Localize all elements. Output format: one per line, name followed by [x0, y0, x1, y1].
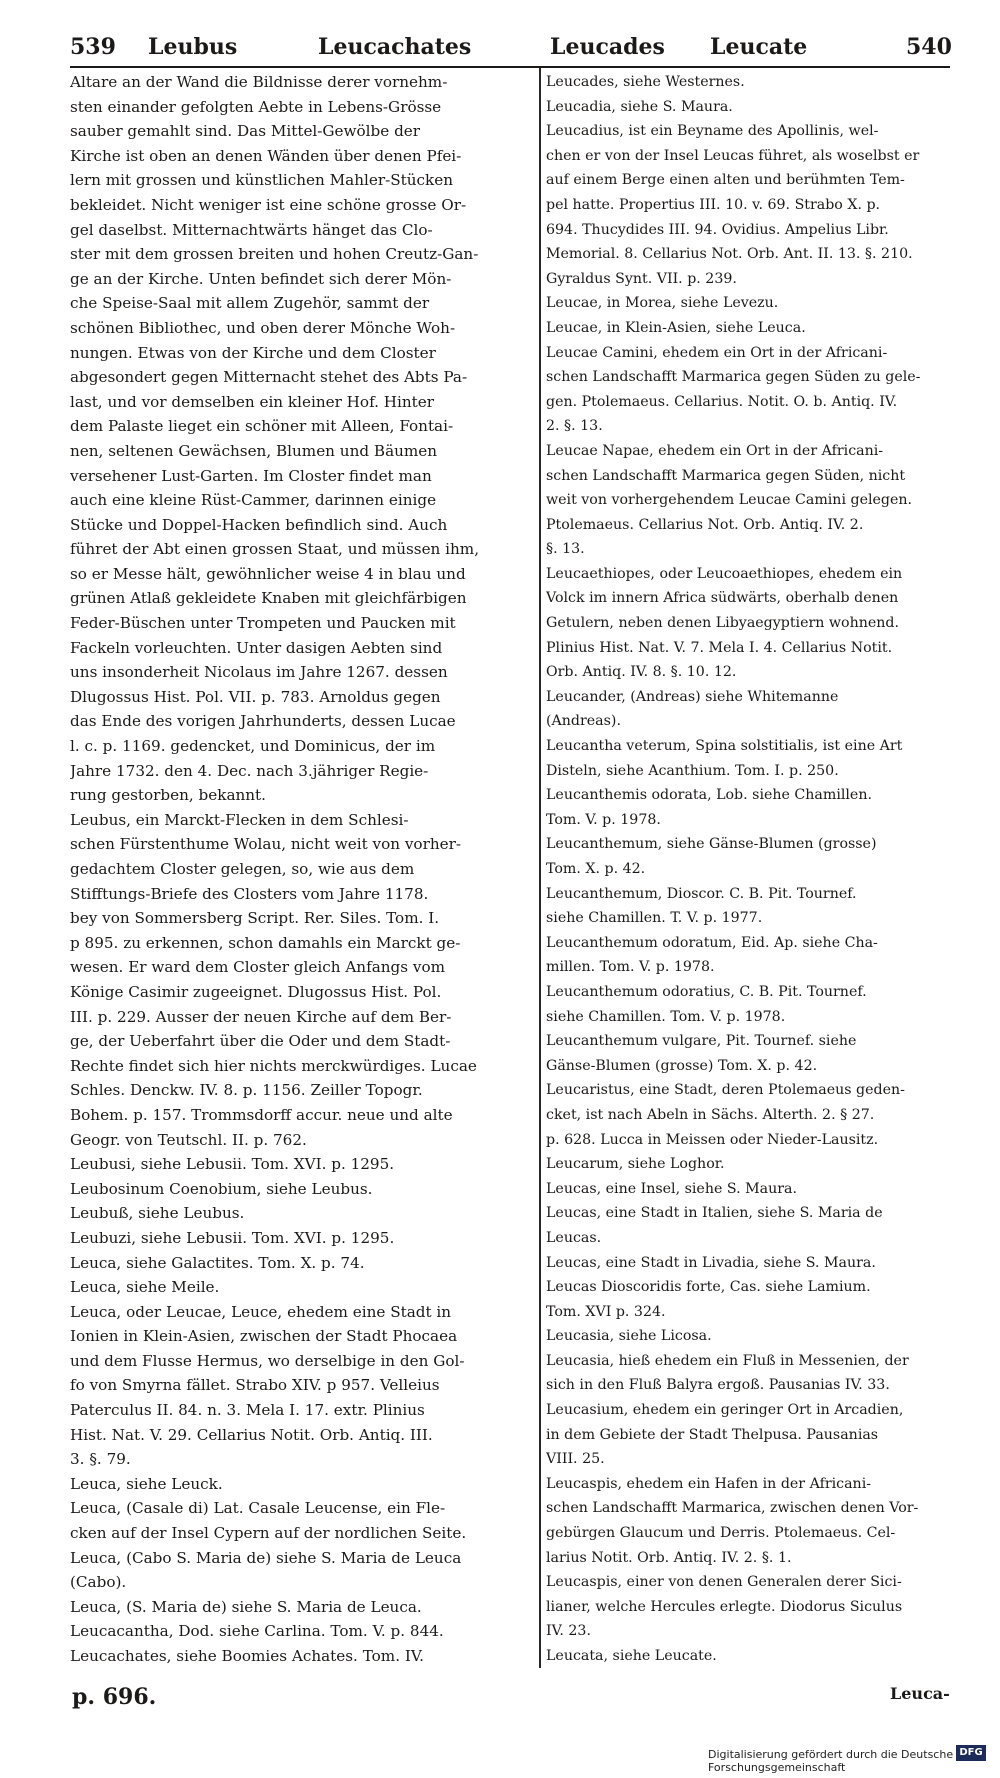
text-line: Kirche ist oben an denen Wänden über denen Pfei- [70, 146, 462, 165]
text-line: Leucasium, ehedem ein geringer Ort in Arcadien, [546, 1402, 904, 1419]
text-line: pel hatte. Propertius III. 10. v. 69. Strabo X. p. [546, 196, 881, 213]
footer-page-reference: p. 696. [72, 1684, 157, 1710]
text-line: lern mit grossen und künstlichen Mahler-Stücken [70, 171, 453, 190]
text-line: Ionien in Klein-Asien, zwischen der Stadt Phocaea [70, 1327, 458, 1346]
text-line: Leucas, eine Insel, siehe S. Maura. [546, 1180, 797, 1197]
text-line: schönen Bibliothec, und oben derer Mönche Woh- [70, 318, 456, 337]
text-line: ster mit dem grossen breiten und hohen Creutz-Gan- [70, 245, 479, 264]
text-line: cket, ist nach Abeln in Sächs. Alterth. 2. § 27. [546, 1106, 875, 1123]
text-line: sten einander gefolgten Aebte in Lebens-Grösse [70, 97, 442, 116]
text-line: 694. Thucydides III. 94. Ovidius. Ampelius Libr. [546, 221, 889, 238]
text-line: schen Fürstenthume Wolau, nicht weit von vorher- [70, 835, 461, 854]
header-word-leucachates: Leucachates [318, 34, 472, 60]
footer-catchword: Leuca- [890, 1684, 950, 1703]
text-line: nungen. Etwas von der Kirche und dem Closter [70, 343, 436, 362]
text-line: Jahre 1732. den 4. Dec. nach 3.jähriger Regie- [70, 761, 429, 780]
text-line: ge an der Kirche. Unten befindet sich derer Mön- [70, 269, 452, 288]
text-line: Leucae, in Morea, siehe Levezu. [546, 295, 779, 312]
text-line: fo von Smyrna fället. Strabo XIV. p 957. Velleius [70, 1376, 440, 1395]
text-line: Leucas Dioscoridis forte, Cas. siehe Lamium. [546, 1279, 871, 1296]
text-line: last, und vor demselben ein kleiner Hof. Hinter [70, 392, 435, 411]
text-line: Schles. Denckw. IV. 8. p. 1156. Zeiller Topogr. [70, 1081, 423, 1100]
text-line: siehe Chamillen. Tom. V. p. 1978. [546, 1008, 786, 1025]
text-line: Leucae Camini, ehedem ein Ort in der Africani- [546, 344, 888, 361]
text-line: siehe Chamillen. T. V. p. 1977. [546, 910, 763, 927]
text-line: §. 13. [546, 541, 585, 558]
text-line: Leucaspis, einer von denen Generalen derer Sici- [546, 1574, 902, 1591]
text-line: Tom. X. p. 42. [546, 861, 646, 877]
text-line: (Cabo). [70, 1573, 127, 1592]
text-line: versehener Lust-Garten. Im Closter findet man [70, 466, 432, 485]
text-line: Leuca, siehe Leuck. [70, 1474, 223, 1493]
text-line: Leucaethiopes, oder Leucoaethiopes, ehedem ein [546, 565, 903, 582]
text-line: Leucander, (Andreas) siehe Whitemanne [546, 688, 839, 705]
text-line: Leucasia, siehe Licosa. [546, 1328, 712, 1345]
text-line: Leucanthemum odoratum, Eid. Ap. siehe Cha- [546, 934, 878, 951]
text-line: Dlugossus Hist. Pol. VII. p. 783. Arnoldus gegen [70, 687, 441, 706]
text-line: Leucachates, siehe Boomies Achates. Tom. IV. [70, 1647, 424, 1665]
text-line: gen. Ptolemaeus. Cellarius. Notit. O. b. Antiq. IV. [546, 393, 898, 410]
text-line: Memorial. 8. Cellarius Not. Orb. Ant. II. 13. §. 210. [546, 246, 913, 263]
text-line: Feder-Büschen unter Trompeten und Paucken mit [70, 614, 456, 633]
text-line: weit von vorhergehendem Leucae Camini gelegen. [546, 492, 913, 509]
text-line: Leuca, siehe Galactites. Tom. X. p. 74. [70, 1253, 365, 1272]
text-line: Paterculus II. 84. n. 3. Mela I. 17. extr. Plinius [70, 1401, 425, 1420]
text-line: Leuca, (Cabo S. Maria de) siehe S. Maria de Leuca [70, 1548, 462, 1567]
text-line: (Andreas). [546, 713, 621, 730]
text-line: Getulern, neben denen Libyaegyptiern wohnend. [546, 615, 899, 632]
text-line: Gyraldus Synt. VII. p. 239. [546, 270, 737, 287]
dfg-logo [956, 1745, 986, 1761]
text-line: che Speise-Saal mit allem Zugehör, sammt der [70, 294, 430, 313]
text-line: lianer, welche Hercules erlegte. Diodorus Siculus [546, 1598, 903, 1615]
text-line: Leubus, ein Marckt-Flecken in dem Schlesi- [70, 810, 409, 829]
text-line: Leucaspis, ehedem ein Hafen in der Africani- [546, 1475, 872, 1492]
text-line: Tom. XVI p. 324. [546, 1303, 666, 1320]
text-line: Ptolemaeus. Cellarius Not. Orb. Antiq. IV. 2. [546, 516, 864, 533]
text-line: millen. Tom. V. p. 1978. [546, 959, 715, 976]
column-divider [539, 68, 541, 1668]
text-line: gedachtem Closter gelegen, so, wie aus dem [70, 860, 415, 878]
text-line: Leucas, eine Stadt in Italien, siehe S. Maria de [546, 1205, 883, 1222]
text-line: Leucanthemis odorata, Lob. siehe Chamillen. [546, 787, 872, 804]
text-line: Leucadia, siehe S. Maura. [546, 98, 733, 115]
text-line: Leucae Napae, ehedem ein Ort in der Africani- [546, 442, 884, 459]
text-line: sauber gemahlt sind. Das Mittel-Gewölbe der [70, 122, 421, 141]
text-line: ge, der Ueberfahrt über die Oder und dem Stadt- [70, 1032, 451, 1051]
text-line: Leuca, (Casale di) Lat. Casale Leucense, ein Fle- [70, 1499, 446, 1518]
text-line: schen Landschafft Marmarica, zwischen denen Vor- [546, 1500, 919, 1517]
text-line: Leucanthemum, siehe Gänse-Blumen (grosse) [546, 836, 877, 853]
running-header [70, 30, 950, 64]
page-number-left: 539 [70, 34, 116, 60]
text-line: sich in den Fluß Balyra ergoß. Pausanias IV. 33. [546, 1377, 890, 1394]
text-line: abgesondert gegen Mitternacht stehet des Abts Pa- [70, 368, 468, 387]
text-line: Gänse-Blumen (grosse) Tom. X. p. 42. [546, 1057, 818, 1074]
text-line: larius Notit. Orb. Antiq. IV. 2. §. 1. [546, 1549, 792, 1566]
text-line: Leucata, siehe Leucate. [546, 1648, 717, 1664]
text-line: Leucasia, hieß ehedem ein Fluß in Messenien, der [546, 1352, 909, 1369]
text-line: Stücke und Doppel-Hacken befindlich sind. Auch [70, 515, 448, 534]
header-rule [70, 66, 950, 68]
text-line: Altare an der Wand die Bildnisse derer vornehm- [70, 73, 448, 91]
text-line: Leubosinum Coenobium, siehe Leubus. [70, 1179, 373, 1198]
text-line: Volck im innern Africa südwärts, oberhalb denen [546, 590, 899, 607]
text-line: Leucades, siehe Westernes. [546, 74, 745, 90]
text-line: gebürgen Glaucum und Derris. Ptolemaeus. Cel- [546, 1525, 896, 1542]
text-line: IV. 23. [546, 1623, 591, 1640]
text-line: Leucaristus, eine Stadt, deren Ptolemaeus geden- [546, 1082, 905, 1099]
text-line: auch eine kleine Rüst-Cammer, darinnen einige [70, 491, 437, 510]
text-line: Leuca, siehe Meile. [70, 1278, 220, 1297]
text-line: p. 628. Lucca in Meissen oder Nieder-Lausitz. [546, 1131, 879, 1148]
text-line: dem Palaste lieget ein schöner mit Alleen, Fontai- [70, 417, 454, 436]
text-line: Leucanthemum vulgare, Pit. Tournef. siehe [546, 1033, 857, 1050]
text-line: VIII. 25. [546, 1451, 605, 1468]
text-line: chen er von der Insel Leucas führet, als woselbst er [546, 147, 920, 164]
text-line: uns insonderheit Nicolaus im Jahre 1267. dessen [70, 663, 448, 682]
text-line: Leubuzi, siehe Lebusii. Tom. XVI. p. 1295. [70, 1228, 395, 1247]
text-line: Leucanthemum, Dioscor. C. B. Pit. Tournef. [546, 885, 857, 902]
text-line: Disteln, siehe Acanthium. Tom. I. p. 250. [546, 762, 839, 779]
text-line: Geogr. von Teutschl. II. p. 762. [70, 1130, 307, 1149]
header-word-leucate: Leucate [710, 34, 808, 60]
text-line: Leubusi, siehe Lebusii. Tom. XVI. p. 1295. [70, 1155, 395, 1174]
text-line: nen, seltenen Gewächsen, Blumen und Bäumen [70, 441, 438, 460]
text-line: schen Landschafft Marmarica gegen Süden zu gele- [546, 369, 921, 386]
text-line: das Ende des vorigen Jahrhunderts, dessen Lucae [70, 712, 456, 731]
text-line: Leucae, in Klein-Asien, siehe Leuca. [546, 319, 806, 336]
digitization-notice: Digitalisierung gefördert durch die Deutsche Forschungsgemeinschaft [708, 1748, 954, 1774]
text-line: Leucacantha, Dod. siehe Carlina. Tom. V. p. 844. [70, 1622, 444, 1641]
text-line: 2. §. 13. [546, 418, 603, 435]
text-line: Tom. V. p. 1978. [546, 811, 661, 828]
right-column [546, 70, 948, 1670]
text-line: bekleidet. Nicht weniger ist eine schöne grosse Or- [70, 195, 467, 214]
text-line: in dem Gebiete der Stadt Thelpusa. Pausanias [546, 1426, 879, 1443]
text-line: schen Landschafft Marmarica gegen Süden, nicht [546, 467, 906, 484]
text-line: so er Messe hält, gewöhnlicher weise 4 in blau und [70, 564, 466, 583]
text-line: Rechte findet sich hier nichts merckwürdiges. Lucae [70, 1056, 477, 1075]
text-line: Leucas. [546, 1229, 602, 1246]
text-line: Orb. Antiq. IV. 8. §. 10. 12. [546, 664, 737, 681]
text-line: Leucadius, ist ein Beyname des Apollinis, wel- [546, 123, 879, 140]
text-line: Leucantha veterum, Spina solstitialis, ist eine Art [546, 738, 903, 755]
text-line: Leubuß, siehe Leubus. [70, 1204, 245, 1223]
text-line: Stifftungs-Briefe des Closters vom Jahre 1178. [70, 884, 429, 903]
text-line: Leuca, (S. Maria de) siehe S. Maria de Leuca. [70, 1597, 422, 1616]
text-line: cken auf der Insel Cypern auf der nordlichen Seite. [70, 1524, 467, 1543]
text-line: Hist. Nat. V. 29. Cellarius Notit. Orb. Antiq. III. [70, 1425, 433, 1444]
dfg-logo-text: DFG [959, 1747, 983, 1758]
text-line: 3. §. 79. [70, 1450, 131, 1469]
text-line: und dem Flusse Hermus, wo derselbige in den Gol- [70, 1351, 465, 1370]
text-line: führet der Abt einen grossen Staat, und müssen ihm, [70, 540, 480, 559]
page-number-right: 540 [906, 34, 952, 60]
text-line: Fackeln vorleuchten. Unter dasigen Aebten sind [70, 638, 443, 657]
text-line: Könige Casimir zugeeignet. Dlugossus Hist. Pol. [70, 982, 442, 1001]
text-line: gel daselbst. Mitternachtwärts hänget das Clo- [70, 220, 433, 239]
text-line: Bohem. p. 157. Trommsdorff accur. neue und alte [70, 1105, 453, 1124]
text-line: Plinius Hist. Nat. V. 7. Mela I. 4. Cellarius Notit. [546, 639, 893, 656]
text-line: Leucanthemum odoratius, C. B. Pit. Tournef. [546, 983, 867, 1000]
text-line: rung gestorben, bekannt. [70, 786, 266, 805]
left-column [70, 70, 534, 1680]
text-line: bey von Sommersberg Script. Rer. Siles. Tom. I. [70, 909, 440, 928]
text-line: Leuca, oder Leucae, Leuce, ehedem eine Stadt in [70, 1302, 452, 1321]
text-line: auf einem Berge einen alten und berühmten Tem- [546, 172, 905, 189]
text-line: Leucarum, siehe Loghor. [546, 1156, 725, 1173]
text-line: Leucas, eine Stadt in Livadia, siehe S. Maura. [546, 1254, 876, 1271]
header-word-leubus: Leubus [148, 34, 238, 60]
text-line: wesen. Er ward dem Closter gleich Anfangs vom [70, 958, 445, 977]
text-line: l. c. p. 1169. gedencket, und Dominicus, der im [70, 737, 436, 756]
text-line: III. p. 229. Ausser der neuen Kirche auf dem Ber- [70, 1007, 452, 1026]
header-word-leucades: Leucades [550, 34, 665, 60]
text-line: grünen Atlaß gekleidete Knaben mit gleichfärbigen [70, 589, 467, 608]
text-line: p 895. zu erkennen, schon damahls ein Marckt ge- [70, 933, 461, 952]
